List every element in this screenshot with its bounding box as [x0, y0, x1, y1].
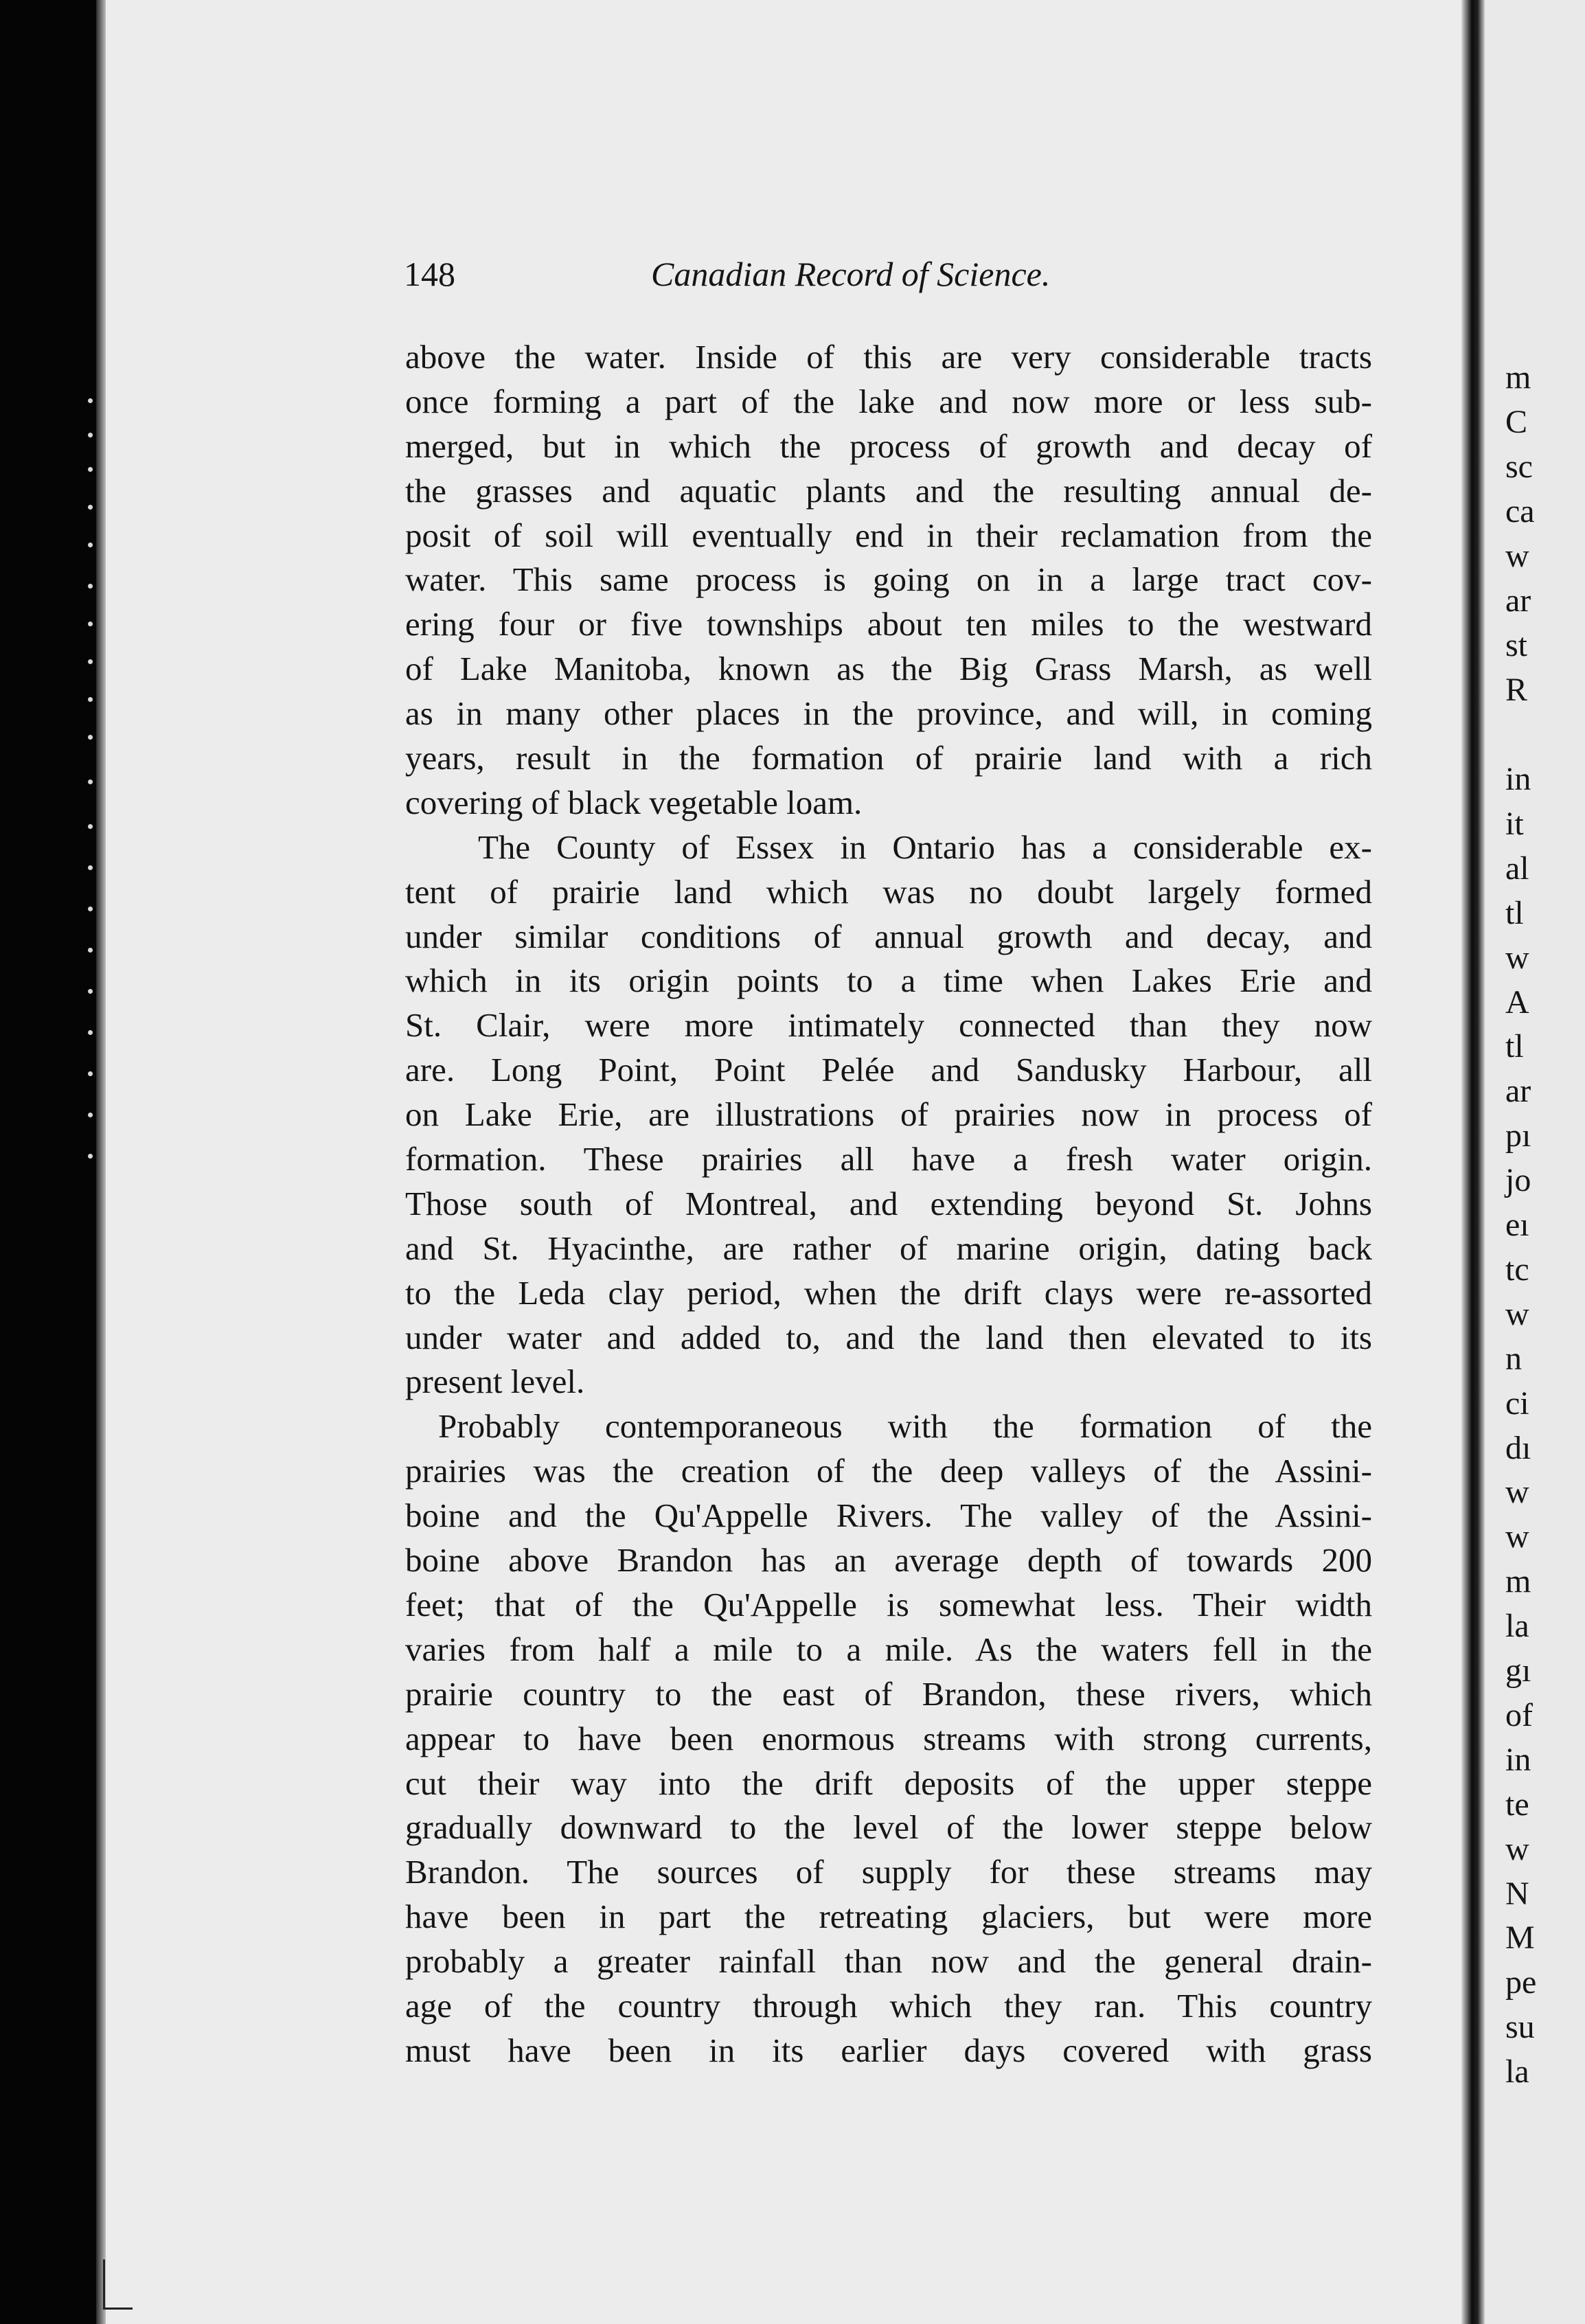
text-line: feet; that of the Qu'Appelle is somewhat less. Their width: [405, 1585, 1372, 1624]
text-line: tent of prairie land which was no doubt largely formed: [405, 872, 1372, 911]
adjacent-page-fragment: w: [1505, 1830, 1529, 1867]
binding-hole: [88, 735, 93, 740]
adjacent-page-fragment: tl: [1505, 1028, 1524, 1065]
binding-hole: [88, 1030, 93, 1035]
page-number: 148: [404, 255, 455, 293]
binding-hole: [88, 1071, 93, 1076]
adjacent-page-fragment: ci: [1505, 1385, 1529, 1422]
binding-hole: [88, 907, 93, 911]
binding-hole: [88, 584, 93, 589]
binding-hole: [88, 398, 93, 403]
binding-hole: [88, 622, 93, 626]
adjacent-page-fragment: sc: [1505, 448, 1533, 485]
adjacent-page-fragment: tc: [1505, 1251, 1529, 1288]
adjacent-page-fragment: la: [1505, 2053, 1529, 2091]
binding-hole: [88, 989, 93, 994]
adjacent-page-fragment: w: [1505, 1474, 1529, 1511]
text-line: present level.: [405, 1363, 585, 1401]
adjacent-page-fragment: of: [1505, 1696, 1533, 1733]
adjacent-page-fragment: n: [1505, 1340, 1522, 1377]
binding-hole: [88, 1154, 93, 1159]
text-line: merged, but in which the process of growth and decay of: [405, 426, 1372, 465]
adjacent-page-fragment: te: [1505, 1786, 1529, 1823]
text-line: above the water. Inside of this are very considerable tracts: [405, 338, 1372, 376]
text-line: posit of soil will eventually end in their reclamation from the: [405, 516, 1372, 554]
adjacent-page-fragment: A: [1505, 983, 1529, 1021]
text-line: age of the country through which they ran. This country: [405, 1986, 1372, 2025]
body-text: [405, 335, 1372, 2073]
adjacent-page-fragment: dı: [1505, 1429, 1531, 1466]
paragraph-start-line: Probably contemporaneous with the formation of the: [438, 1407, 1372, 1446]
adjacent-page-fragment: pe: [1505, 1964, 1537, 2001]
adjacent-page-fragment: gı: [1505, 1652, 1531, 1689]
text-line: under similar conditions of annual growth and decay, and: [405, 917, 1372, 955]
binding-hole: [88, 948, 93, 953]
page-corner-mark: [103, 2259, 133, 2310]
binding-hole: [88, 543, 93, 547]
binding-hole: [88, 1113, 93, 1117]
binding-hole: [88, 659, 93, 664]
binding-holes: [88, 385, 98, 1209]
text-line: gradually downward to the level of the lower steppe below: [405, 1808, 1372, 1847]
adjacent-page-fragment: jo: [1505, 1162, 1531, 1199]
binding-hole: [88, 505, 93, 510]
adjacent-page-fragment: m: [1505, 359, 1531, 396]
binding-hole: [88, 433, 93, 437]
text-line: formation. These prairies all have a fresh water origin.: [405, 1140, 1372, 1178]
page-edge-shadow: [96, 0, 106, 2324]
adjacent-page-fragment: st: [1505, 627, 1528, 663]
adjacent-page-fragment: ca: [1505, 493, 1535, 529]
text-line: Those south of Montreal, and extending beyond St. Johns: [405, 1184, 1372, 1222]
binding-hole: [88, 779, 93, 784]
adjacent-page-fragment: pı: [1505, 1117, 1531, 1154]
adjacent-page-fragment: w: [1505, 1518, 1529, 1556]
adjacent-page-fragment: ar: [1505, 1073, 1531, 1110]
text-line: as in many other places in the province, and will, in coming: [405, 694, 1372, 733]
adjacent-page-edge: [1485, 0, 1585, 2324]
text-line: Brandon. The sources of supply for these streams may: [405, 1853, 1372, 1891]
paragraph-start-line: The County of Essex in Ontario has a considerable ex-: [478, 828, 1372, 866]
text-line: boine above Brandon has an average depth of towards 200: [405, 1541, 1372, 1580]
binding-hole: [88, 467, 93, 472]
text-line: water. This same process is going on in a large tract cov-: [405, 560, 1372, 599]
adjacent-page-fragment: R: [1505, 672, 1528, 708]
text-line: varies from half a mile to a mile. As the waters fell in the: [405, 1630, 1372, 1668]
text-line: once forming a part of the lake and now more or less sub-: [405, 382, 1372, 420]
adjacent-page-fragment: ar: [1505, 582, 1531, 619]
text-line: are. Long Point, Point Pelée and Sandusky Harbour, all: [405, 1051, 1372, 1089]
adjacent-page-fragment: al: [1505, 850, 1529, 887]
adjacent-page-fragment: tl: [1505, 894, 1524, 931]
page-header: [404, 254, 1372, 302]
text-line: probably a greater rainfall than now and the general drain-: [405, 1942, 1372, 1981]
adjacent-page-fragment: su: [1505, 2009, 1535, 2046]
text-line: under water and added to, and the land then elevated to its: [405, 1318, 1372, 1356]
adjacent-page-fragment: N: [1505, 1875, 1529, 1912]
adjacent-page-fragment: C: [1505, 404, 1528, 440]
adjacent-page-fragment: w: [1505, 1295, 1529, 1332]
adjacent-page-fragment: in: [1505, 761, 1531, 797]
text-line: prairies was the creation of the deep valleys of the Assini-: [405, 1452, 1372, 1490]
adjacent-page-fragment: in: [1505, 1741, 1531, 1778]
text-line: which in its origin points to a time when Lakes Erie and: [405, 961, 1372, 1000]
text-line: must have been in its earlier days covered with grass: [405, 2031, 1372, 2069]
adjacent-page-fragment: it: [1505, 805, 1524, 842]
adjacent-page-fragment: w: [1505, 538, 1529, 574]
text-line: prairie country to the east of Brandon, these rivers, which: [405, 1674, 1372, 1713]
text-line: have been in part the retreating glaciers, but were more: [405, 1898, 1372, 1936]
text-line: St. Clair, were more intimately connected than they now: [405, 1006, 1372, 1045]
text-line: covering of black vegetable loam.: [405, 783, 863, 821]
book-gutter: [1461, 0, 1485, 2324]
adjacent-page-fragment: la: [1505, 1608, 1529, 1645]
binding-hole: [88, 697, 93, 702]
adjacent-page-fragment: M: [1505, 1919, 1535, 1957]
binding-hole: [88, 824, 93, 829]
text-line: cut their way into the drift deposits of the upper steppe: [405, 1764, 1372, 1802]
adjacent-page-fragment: m: [1505, 1563, 1531, 1600]
text-line: the grasses and aquatic plants and the resulting annual de-: [405, 471, 1372, 510]
text-line: of Lake Manitoba, known as the Big Grass Marsh, as well: [405, 650, 1372, 688]
text-line: ering four or five townships about ten miles to the westward: [405, 605, 1372, 643]
text-line: boine and the Qu'Appelle Rivers. The valley of the Assini-: [405, 1496, 1372, 1535]
adjacent-page-fragment: w: [1505, 939, 1529, 976]
text-line: to the Leda clay period, when the drift clays were re-assorted: [405, 1273, 1372, 1312]
scan-background-left: [0, 0, 96, 2324]
text-line: on Lake Erie, are illustrations of prairies now in process of: [405, 1095, 1372, 1134]
running-title: Canadian Record of Science.: [651, 255, 1051, 293]
text-line: and St. Hyacinthe, are rather of marine origin, dating back: [405, 1229, 1372, 1267]
text-line: appear to have been enormous streams with strong currents,: [405, 1719, 1372, 1757]
binding-hole: [88, 865, 93, 870]
text-line: years, result in the formation of prairie land with a rich: [405, 739, 1372, 777]
adjacent-page-fragment: eı: [1505, 1207, 1529, 1243]
